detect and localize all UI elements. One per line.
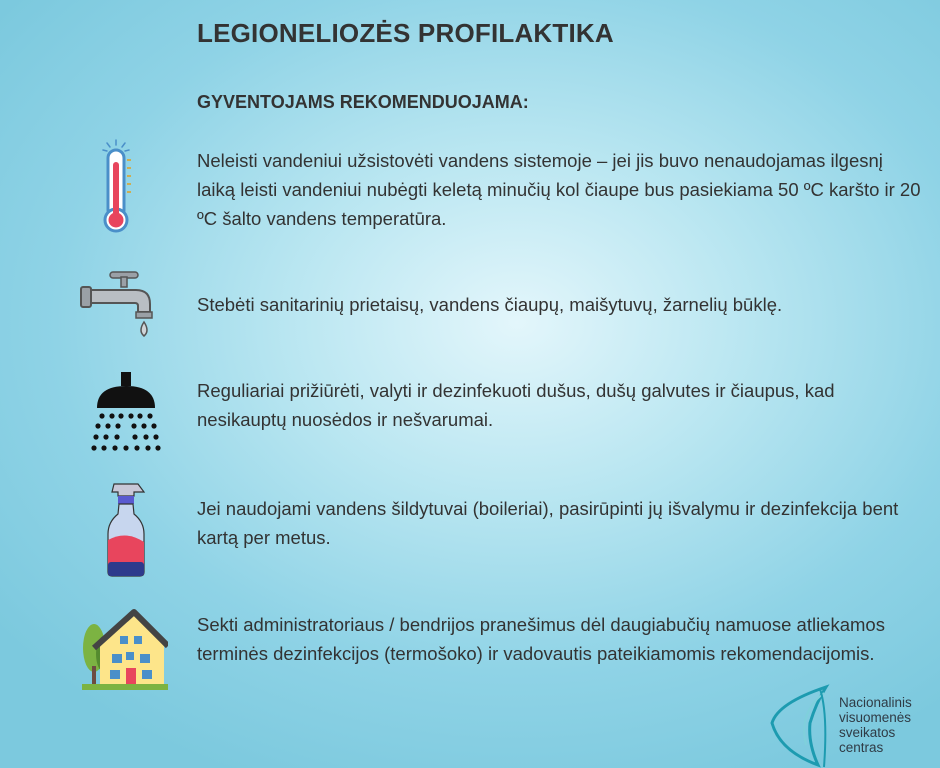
recommendation-text-3: Reguliariai prižiūrėti, valyti ir dezinfekuoti dušus, dušų galvutes ir čiaupus, kad nesikauptų nuosėdos ir nešvarumai. bbox=[197, 380, 835, 430]
faucet-icon bbox=[80, 268, 156, 340]
page-subtitle: GYVENTOJAMS REKOMENDUOJAMA: bbox=[197, 92, 529, 112]
recommendation-text-5: Sekti administratoriaus / bendrijos pranešimus dėl daugiabučių namuose atliekamos terminės dezinfekcijos (termošoko) ir vadovautis pateikiamomis rekomendacijomis. bbox=[197, 614, 885, 664]
recommendation-text-4: Jei naudojami vandens šildytuvai (boileriai), pasirūpinti jų išvalymu ir dezinfekcija bent kartą per metus. bbox=[197, 498, 899, 548]
shower-head-icon bbox=[90, 372, 162, 454]
thermometer-icon bbox=[96, 138, 136, 238]
recommendation-text-1: Neleisti vandeniui užsistovėti vandens sistemoje – jei jis buvo nenaudojamas ilgesnį laiką leisti vandeniui nubėgti keletą minučių kol čiaupe bus pasiekiama 50 ºC karšto ir 20 ºC šalto vandens temperatūra. bbox=[197, 150, 921, 229]
recommendation-text-2: Stebėti sanitarinių prietaisų, vandens čiaupų, maišytuvų, žarnelių būklę. bbox=[197, 294, 783, 315]
logo-line-2: visuomenės bbox=[839, 710, 912, 725]
logo-line-1: Nacionalinis bbox=[839, 695, 912, 710]
spray-bottle-icon bbox=[104, 482, 154, 578]
house-icon bbox=[80, 608, 168, 692]
logo-line-3: sveikatos bbox=[839, 725, 896, 740]
logo-line-4: centras bbox=[839, 740, 884, 755]
logo-text bbox=[839, 695, 912, 755]
page-title: LEGIONELIOZĖS PROFILAKTIKA bbox=[197, 18, 614, 48]
